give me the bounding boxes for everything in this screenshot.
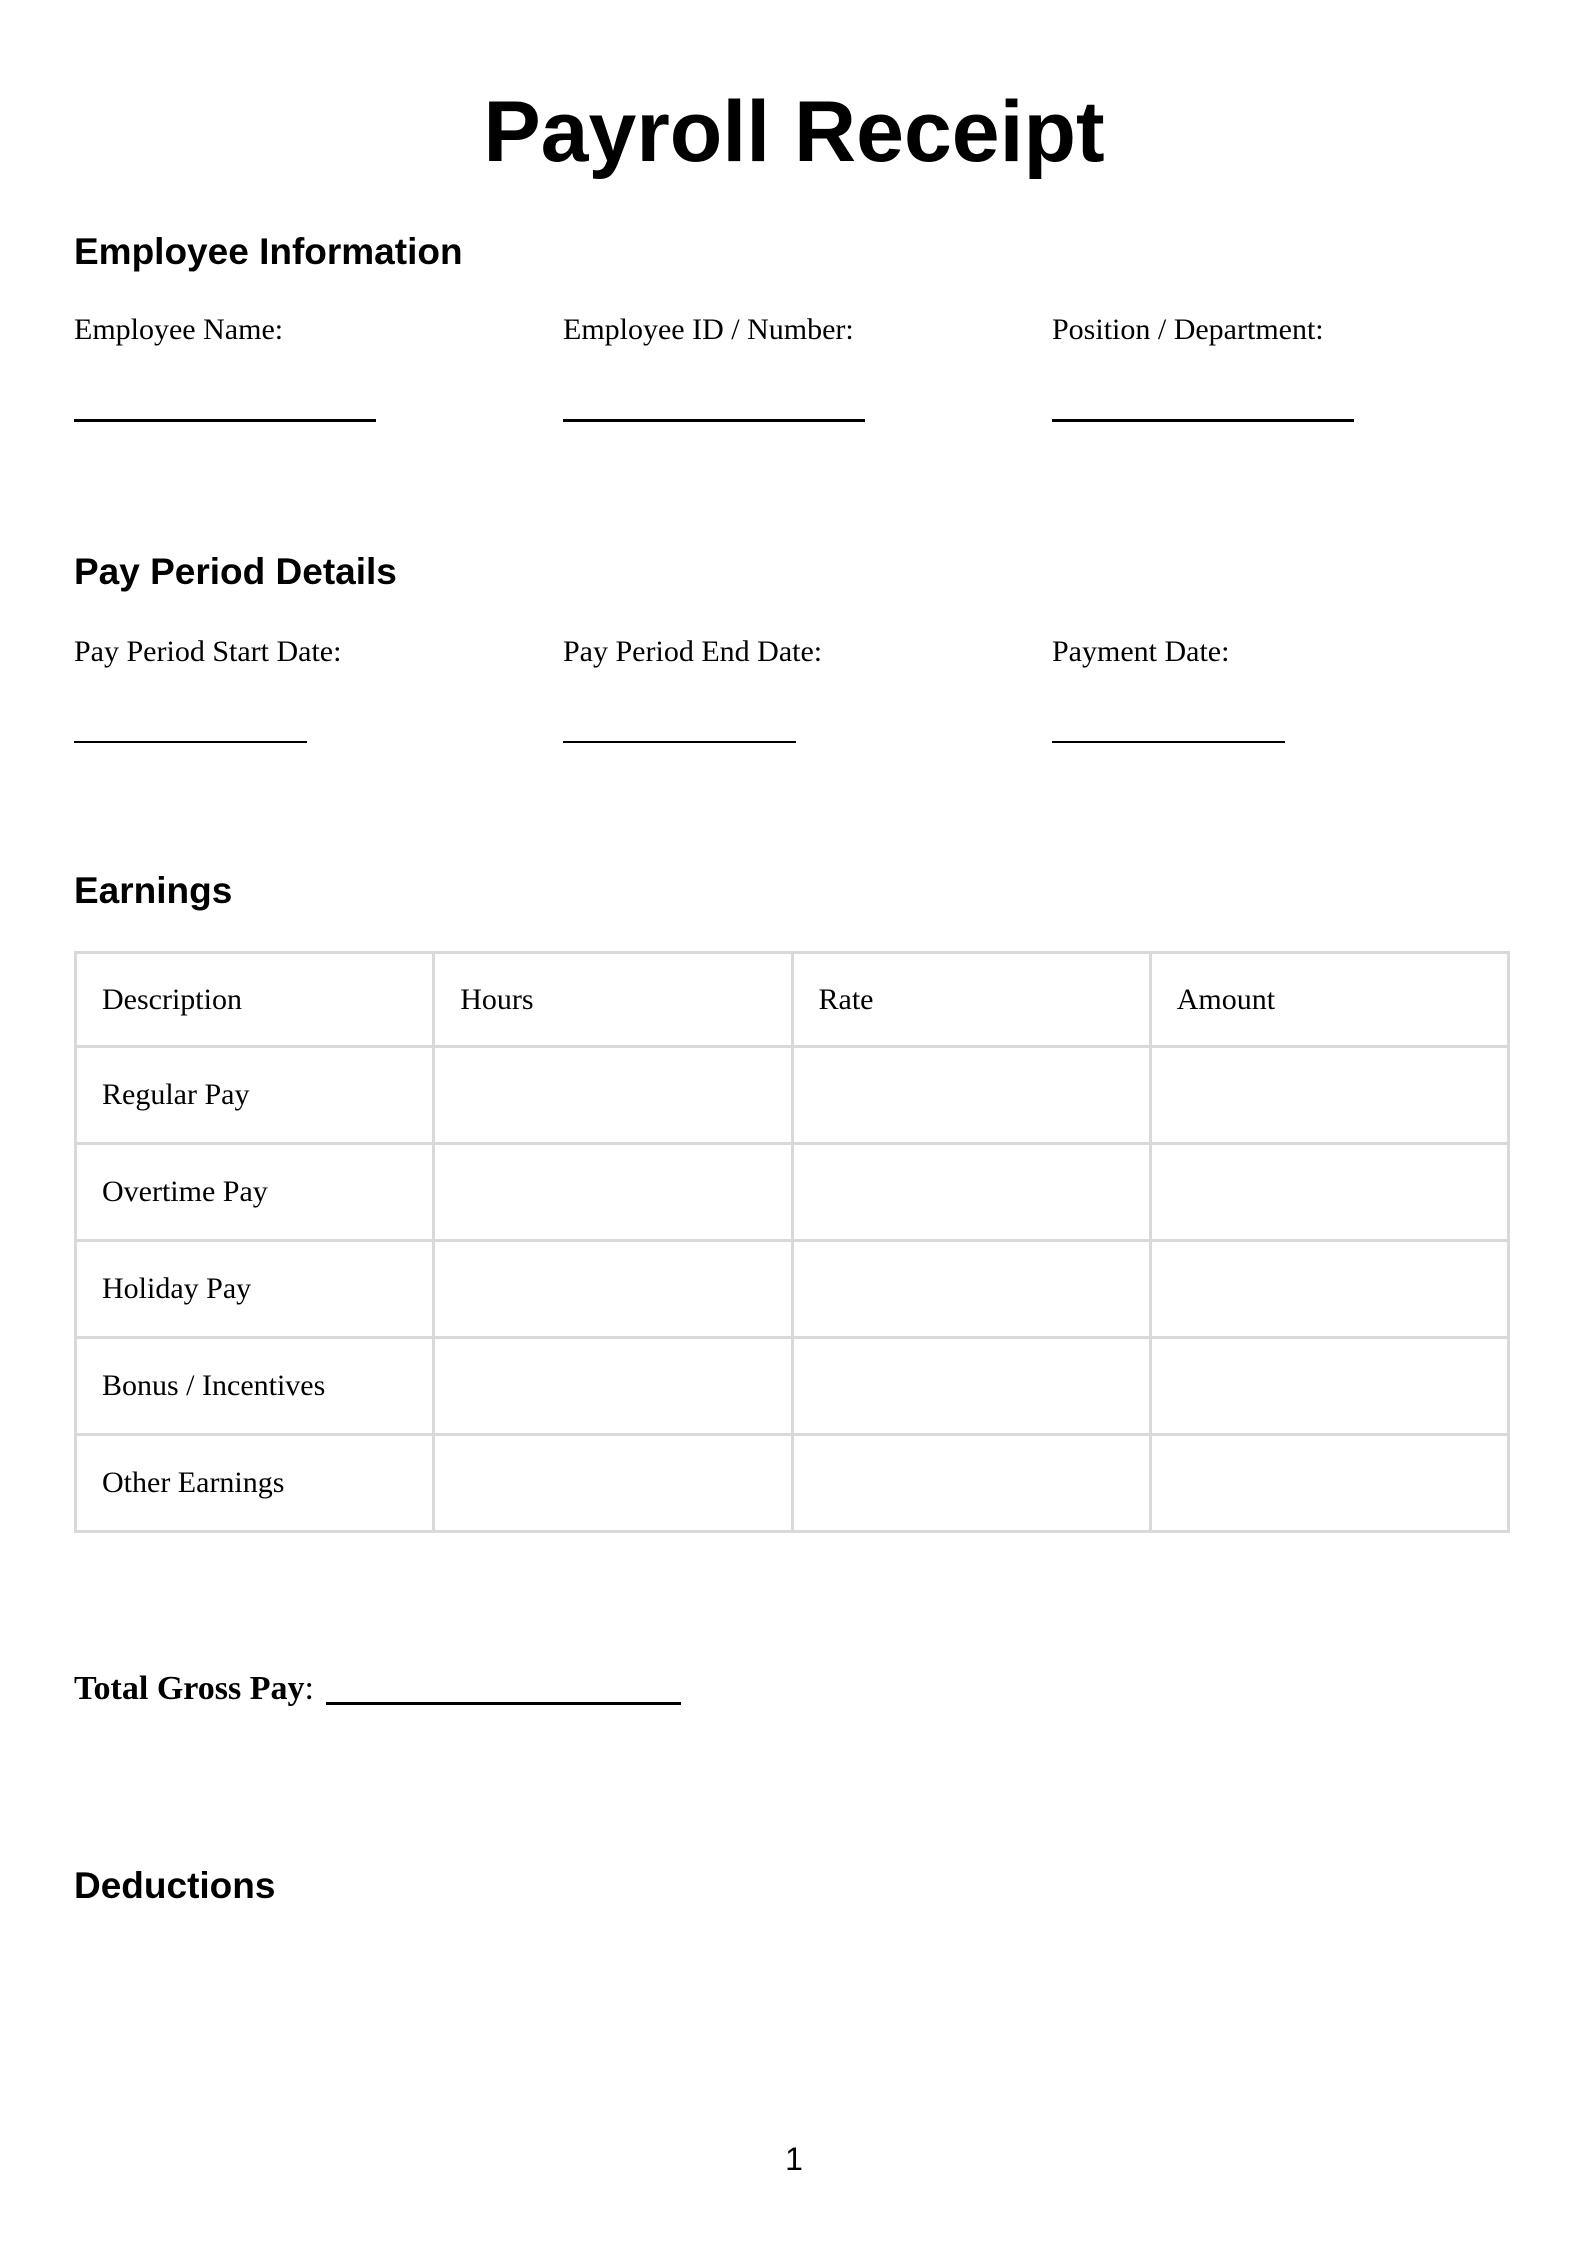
rate-cell[interactable] bbox=[792, 1241, 1150, 1338]
employee-id-field[interactable] bbox=[563, 419, 865, 422]
amount-cell[interactable] bbox=[1150, 1047, 1508, 1144]
hours-cell[interactable] bbox=[434, 1144, 792, 1241]
section-heading-pay-period: Pay Period Details bbox=[74, 551, 397, 592]
row-description: Bonus / Incentives bbox=[76, 1338, 434, 1435]
employee-name-label: Employee Name: bbox=[74, 313, 284, 346]
document-title: Payroll Receipt bbox=[483, 84, 1105, 180]
employee-id-label: Employee ID / Number: bbox=[563, 313, 854, 346]
column-header-description: Description bbox=[76, 953, 434, 1047]
column-header-rate: Rate bbox=[792, 953, 1150, 1047]
amount-cell[interactable] bbox=[1150, 1144, 1508, 1241]
section-heading-employee-information: Employee Information bbox=[74, 231, 463, 272]
rate-cell[interactable] bbox=[792, 1047, 1150, 1144]
table-row bbox=[76, 1144, 1509, 1241]
column-header-amount: Amount bbox=[1150, 953, 1508, 1047]
rate-cell[interactable] bbox=[792, 1338, 1150, 1435]
total-gross-pay-text: Total Gross Pay bbox=[74, 1670, 305, 1707]
page-number: 1 bbox=[785, 2141, 803, 2177]
hours-cell[interactable] bbox=[434, 1435, 792, 1532]
position-department-field[interactable] bbox=[1052, 419, 1354, 422]
pay-period-start-label: Pay Period Start Date: bbox=[74, 635, 342, 668]
table-row bbox=[76, 1241, 1509, 1338]
table-row bbox=[76, 1338, 1509, 1435]
section-heading-earnings: Earnings bbox=[74, 870, 233, 911]
payment-date-label: Payment Date: bbox=[1052, 635, 1230, 668]
amount-cell[interactable] bbox=[1150, 1435, 1508, 1532]
total-gross-pay-field[interactable] bbox=[326, 1702, 681, 1705]
rate-cell[interactable] bbox=[792, 1144, 1150, 1241]
section-heading-deductions: Deductions bbox=[74, 1865, 276, 1906]
pay-period-start-field[interactable] bbox=[74, 741, 307, 743]
row-description: Overtime Pay bbox=[76, 1144, 434, 1241]
employee-name-field[interactable] bbox=[74, 419, 376, 422]
amount-cell[interactable] bbox=[1150, 1241, 1508, 1338]
row-description: Regular Pay bbox=[76, 1047, 434, 1144]
rate-cell[interactable] bbox=[792, 1435, 1150, 1532]
hours-cell[interactable] bbox=[434, 1047, 792, 1144]
pay-period-end-label: Pay Period End Date: bbox=[563, 635, 823, 668]
row-description: Other Earnings bbox=[76, 1435, 434, 1532]
row-description: Holiday Pay bbox=[76, 1241, 434, 1338]
amount-cell[interactable] bbox=[1150, 1338, 1508, 1435]
position-department-label: Position / Department: bbox=[1052, 313, 1324, 346]
table-header-row bbox=[76, 953, 1509, 1047]
pay-period-end-field[interactable] bbox=[563, 741, 796, 743]
total-gross-pay-label bbox=[74, 1668, 314, 1710]
hours-cell[interactable] bbox=[434, 1338, 792, 1435]
table-row bbox=[76, 1435, 1509, 1532]
hours-cell[interactable] bbox=[434, 1241, 792, 1338]
total-gross-pay-colon: : bbox=[304, 1670, 314, 1707]
table-row bbox=[76, 1047, 1509, 1144]
earnings-table bbox=[74, 951, 1510, 1533]
payment-date-field[interactable] bbox=[1052, 741, 1285, 743]
column-header-hours: Hours bbox=[434, 953, 792, 1047]
